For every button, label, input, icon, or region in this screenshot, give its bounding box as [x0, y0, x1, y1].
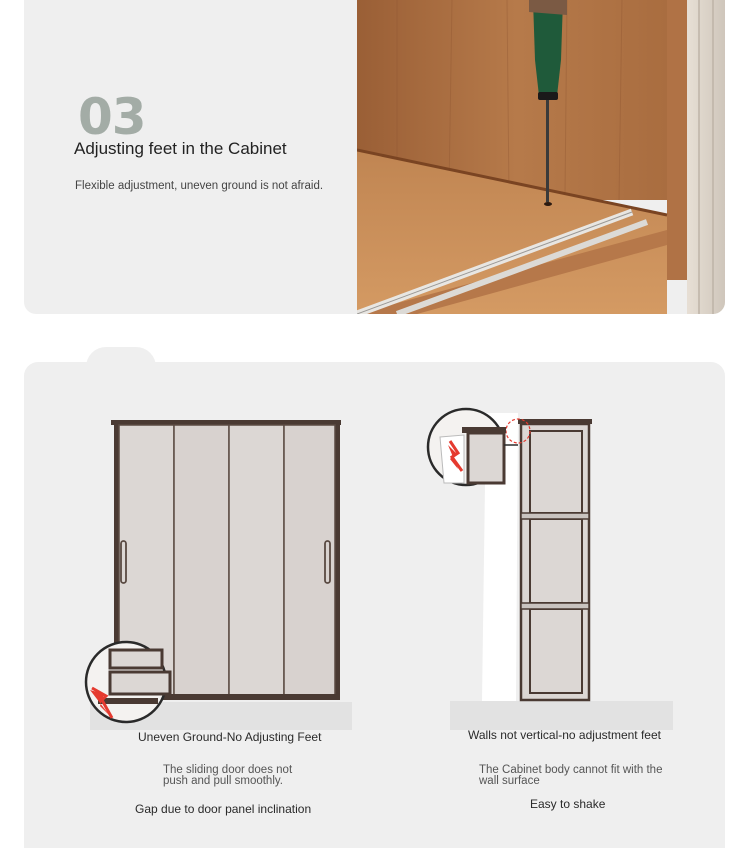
right-note-1: The Cabinet body cannot fit with the wall surface: [479, 764, 663, 787]
cabinet-side-illustration: [420, 405, 690, 730]
cabinet-interior-photo: [357, 0, 725, 314]
left-note-1: The sliding door does not push and pull smoothly.: [163, 764, 293, 787]
feature-description: Flexible adjustment, uneven ground is not afraid.: [75, 180, 324, 192]
sliding-door-wardrobe-illustration: [80, 410, 360, 730]
left-note-2: Gap due to door panel inclination: [135, 802, 312, 816]
feature-panel: [24, 0, 725, 314]
right-note-2: Easy to shake: [530, 797, 606, 811]
feature-title: Adjusting feet in the Cabinet: [74, 139, 287, 158]
right-caption-title: Walls not vertical-no adjustment feet: [468, 728, 661, 742]
step-number: 03: [78, 88, 146, 146]
left-caption-title: Uneven Ground-No Adjusting Feet: [138, 730, 322, 744]
